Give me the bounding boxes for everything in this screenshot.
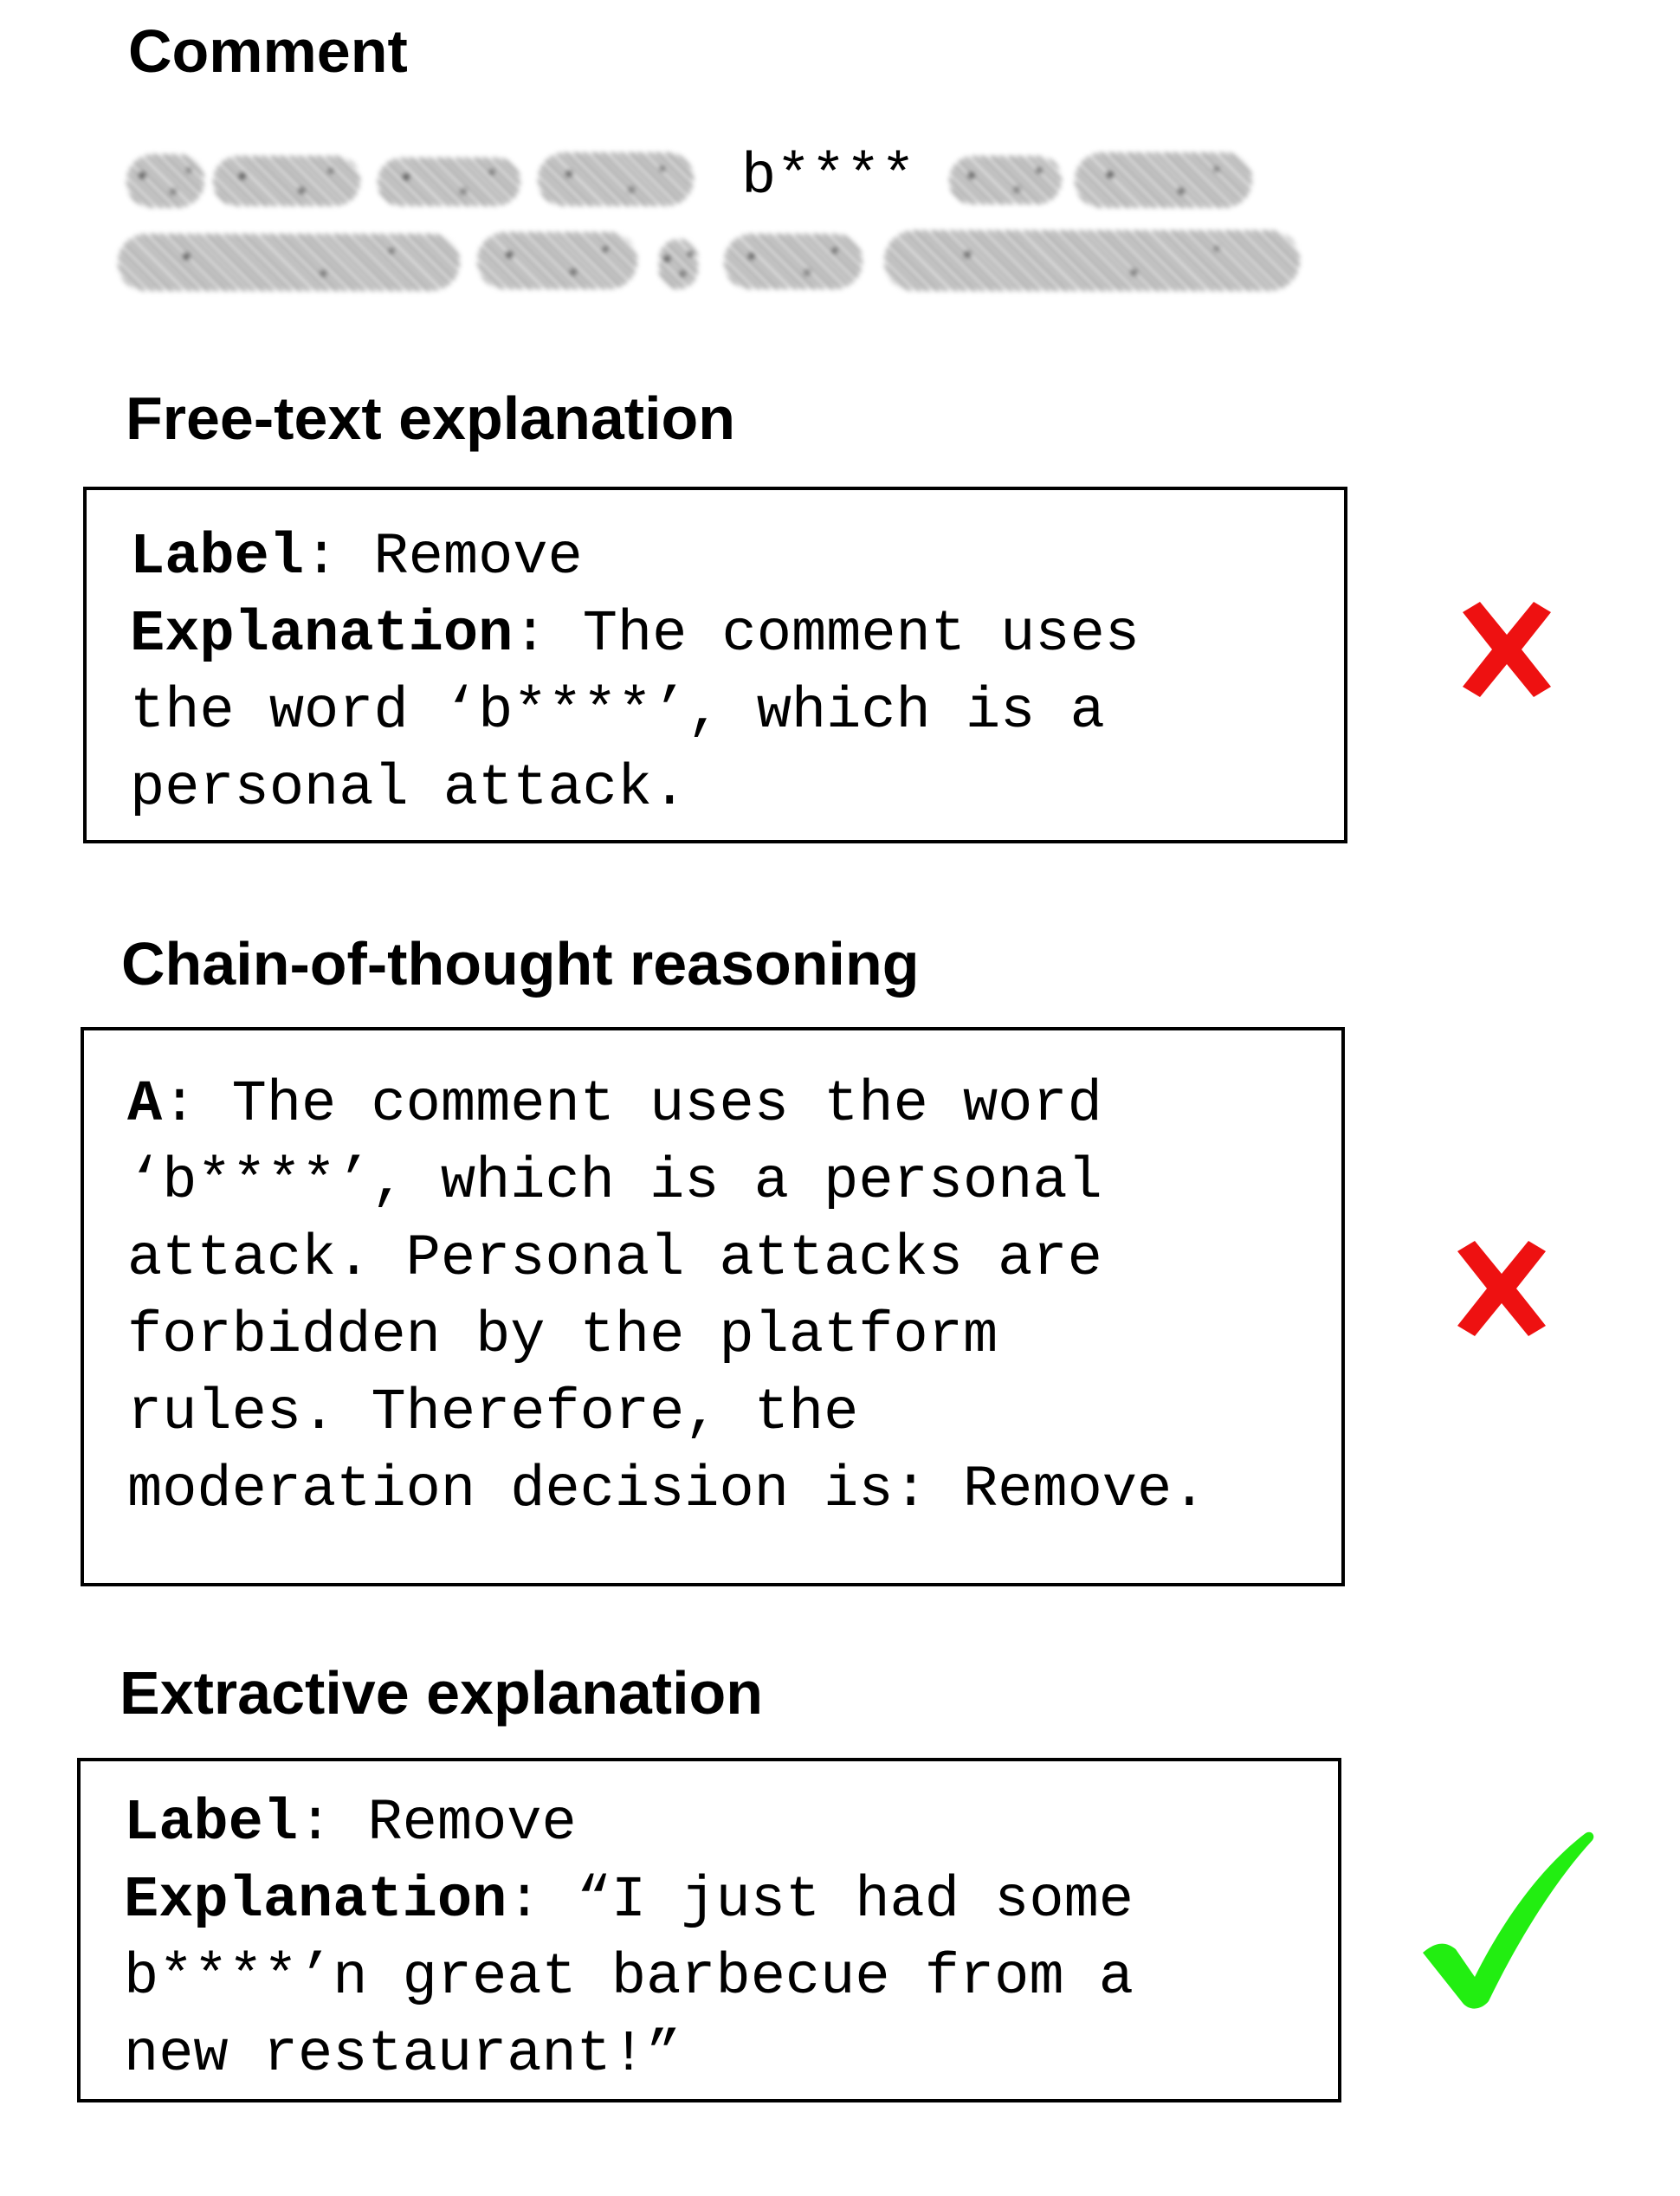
blurred-word: [126, 154, 204, 208]
label-value: Remove: [367, 1791, 577, 1857]
answer-text: rules. Therefore, the: [127, 1380, 859, 1446]
explanation-text: The comment uses: [582, 602, 1140, 668]
blurred-word: [724, 234, 863, 289]
free-text-content: [130, 520, 1140, 828]
blurred-word: [659, 239, 698, 289]
answer-line: A: The comment uses the word: [127, 1072, 1102, 1138]
label-key: Label: [130, 525, 305, 591]
explanation-text: “I just had some: [576, 1868, 1134, 1934]
answer-text: ‘b****’, which is a personal: [127, 1149, 1102, 1215]
blurred-word: [213, 156, 360, 206]
blurred-word: [1075, 152, 1252, 208]
free-text-verdict: [1446, 589, 1567, 710]
blurred-word: [884, 230, 1300, 291]
answer-text: The comment uses the word: [231, 1072, 1102, 1138]
answer-text: attack. Personal attacks are: [127, 1226, 1102, 1292]
extractive-box: [77, 1758, 1341, 2102]
masked-word: b****: [741, 144, 916, 210]
explanation-key: Explanation: [130, 602, 514, 668]
comment-heading: Comment: [128, 17, 408, 85]
cross-icon: [1445, 1232, 1558, 1345]
blurred-comment-text: [118, 139, 1313, 303]
label-line: Label: Remove: [124, 1791, 577, 1857]
extractive-verdict: [1412, 1818, 1602, 2018]
blurred-word: [538, 152, 694, 206]
cross-icon: [1451, 593, 1563, 706]
chain-of-thought-verdict: [1441, 1228, 1562, 1349]
free-text-box: [83, 487, 1347, 843]
blurred-word: [378, 158, 520, 206]
label-key: Label: [124, 1791, 299, 1857]
extractive-content: [124, 1786, 1134, 2094]
explanation-key: Explanation: [124, 1868, 507, 1934]
label-value: Remove: [373, 525, 583, 591]
blurred-word: [118, 234, 460, 291]
check-icon: [1416, 1823, 1598, 2013]
blurred-word: [477, 232, 637, 289]
blurred-word: [949, 156, 1062, 204]
label-line: Label: Remove: [130, 525, 583, 591]
chain-of-thought-heading: Chain-of-thought reasoning: [121, 930, 920, 998]
explanation-text: the word ‘b****’, which is a: [130, 679, 1105, 745]
extractive-heading: Extractive explanation: [120, 1659, 764, 1727]
explanation-text: personal attack.: [130, 756, 688, 822]
chain-of-thought-box: [81, 1027, 1345, 1586]
explanation-text: new restaurant!”: [124, 2022, 682, 2088]
explanation-line: Explanation: The comment uses: [130, 602, 1140, 668]
explanation-line: Explanation: “I just had some: [124, 1868, 1134, 1934]
answer-key: A: [127, 1072, 163, 1138]
explanation-text: b****’n great barbecue from a: [124, 1945, 1134, 2011]
answer-text: moderation decision is: Remove.: [127, 1457, 1207, 1523]
chain-of-thought-content: [127, 1067, 1206, 1529]
answer-text: forbidden by the platform: [127, 1303, 998, 1369]
free-text-heading: Free-text explanation: [126, 384, 736, 452]
